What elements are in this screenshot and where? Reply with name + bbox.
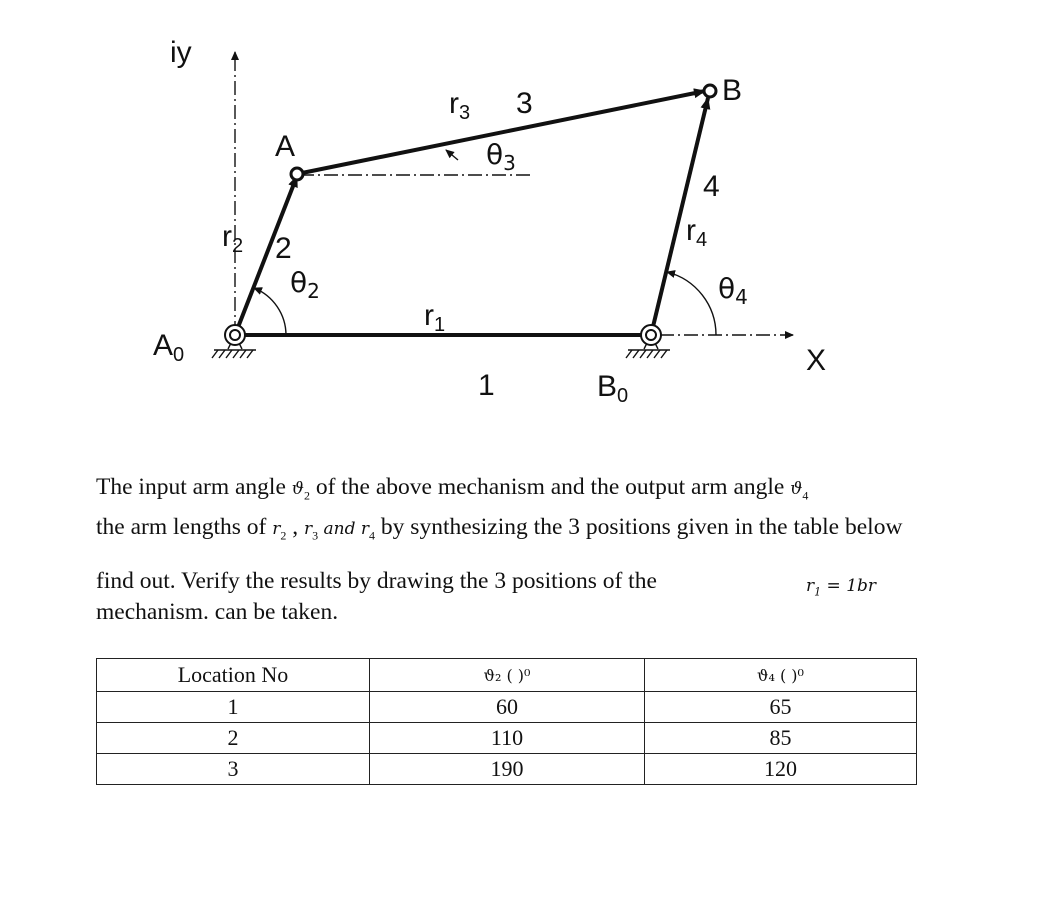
- link-r1-label: $r_1$: [424, 299, 446, 336]
- header-theta4: ϑ₄ ( )⁰: [645, 659, 917, 692]
- point-b0-label: $B_0$: [597, 370, 629, 407]
- problem-paragraph-1: The input arm angle $ϑ_2$ of the above mechanism and the output arm angle $ϑ_4$ the arm lengths of $r_2$ , $r_3$ and $r_4$ by synthesizing the 3 positions given in the table below: [96, 474, 903, 543]
- cell-location: 3: [97, 754, 370, 785]
- joint-b: [704, 85, 716, 97]
- theta4-arc: [667, 272, 716, 335]
- link-number-3: 3: [516, 87, 533, 120]
- cell-theta2: 190: [370, 754, 645, 785]
- cell-theta2: 60: [370, 692, 645, 723]
- table-header-row: [97, 659, 917, 692]
- point-b-label: B: [722, 74, 743, 107]
- cell-theta4: 120: [645, 754, 917, 785]
- joint-a0: [225, 325, 245, 345]
- r1-given-value: $r_1 = 1br$: [806, 576, 877, 599]
- point-a0-label: $A_0$: [153, 329, 185, 366]
- theta2-arc: [254, 288, 286, 335]
- angle-theta3-label: $\theta_3$: [486, 138, 516, 175]
- cell-location: 1: [97, 692, 370, 723]
- y-axis-label: iy: [170, 36, 192, 69]
- link-number-1: 1: [478, 369, 495, 402]
- cell-theta4: 65: [645, 692, 917, 723]
- link-number-2: 2: [275, 232, 292, 265]
- table-row: [97, 692, 917, 723]
- theta3-arc-marker: [446, 150, 458, 160]
- table-row: [97, 754, 917, 785]
- angle-theta2-label: $\theta_2$: [290, 266, 320, 303]
- cell-theta4: 85: [645, 723, 917, 754]
- problem-paragraph-2: find out. Verify the results by drawing the 3 positions of the mechanism. can be taken.: [96, 568, 657, 625]
- link-r3-label: $r_3$: [449, 87, 471, 124]
- cell-theta2: 110: [370, 723, 645, 754]
- link-r2-label: $r_2$: [222, 220, 244, 257]
- joint-b0: [641, 325, 661, 345]
- angle-theta4-label: $\theta_4$: [718, 272, 748, 309]
- x-axis-label: X: [806, 344, 827, 377]
- link-r4: [651, 98, 708, 335]
- point-a-label: A: [275, 130, 296, 163]
- link-number-4: 4: [703, 170, 720, 203]
- joint-a: [291, 168, 303, 180]
- table-row: [97, 723, 917, 754]
- header-theta2: ϑ₂ ( )⁰: [370, 659, 645, 692]
- cell-location: 2: [97, 723, 370, 754]
- positions-table: [96, 658, 917, 785]
- link-r4-label: $r_4$: [686, 214, 708, 251]
- header-location-no: Location No: [97, 659, 370, 692]
